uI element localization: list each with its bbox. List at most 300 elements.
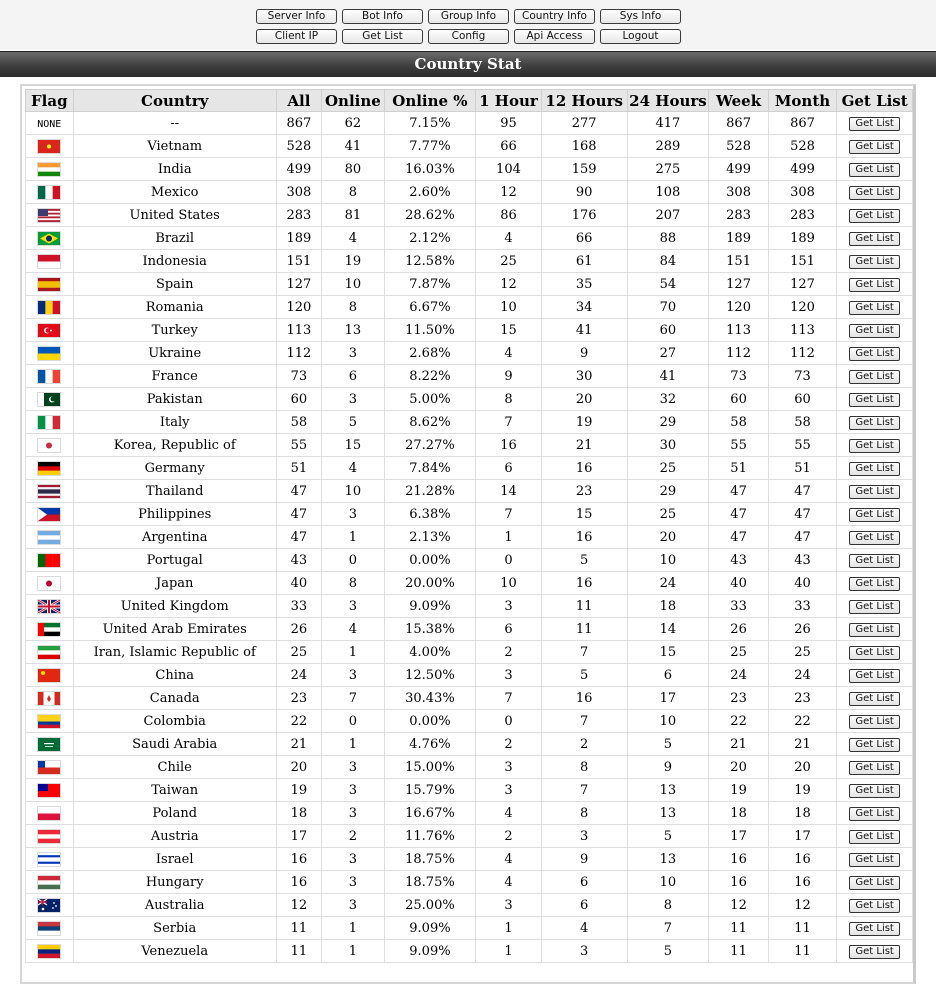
- online-percent-cell: 4.00%: [384, 641, 475, 664]
- header-online: Online: [322, 90, 385, 112]
- country-cell: --: [73, 112, 276, 135]
- 12-hours-count-cell: 159: [541, 158, 627, 181]
- 12-hours-count-cell: 7: [541, 710, 627, 733]
- online-percent-cell: 2.12%: [384, 227, 475, 250]
- country-cell: Australia: [73, 894, 276, 917]
- get-list-button[interactable]: Get List: [849, 646, 899, 660]
- 24-hours-count-cell: 7: [627, 917, 709, 940]
- online-count-cell: 62: [322, 112, 385, 135]
- get-list-cell: [837, 802, 913, 825]
- month-count-cell: 283: [768, 204, 836, 227]
- flag-iran-icon: [38, 645, 60, 660]
- online-count-cell: 3: [322, 848, 385, 871]
- week-count-cell: 47: [709, 503, 768, 526]
- get-list-button[interactable]: Get List: [849, 577, 899, 591]
- online-percent-cell: 6.67%: [384, 296, 475, 319]
- 12-hours-count-cell: 21: [541, 434, 627, 457]
- flag-cell: [26, 503, 74, 526]
- month-count-cell: 16: [768, 871, 836, 894]
- week-count-cell: 308: [709, 181, 768, 204]
- online-count-cell: 0: [322, 549, 385, 572]
- online-count-cell: 2: [322, 825, 385, 848]
- 24-hours-count-cell: 41: [627, 365, 709, 388]
- online-count-cell: 3: [322, 503, 385, 526]
- online-percent-cell: 7.77%: [384, 135, 475, 158]
- 24-hours-count-cell: 24: [627, 572, 709, 595]
- flag-indonesia-icon: [38, 254, 60, 269]
- 1-hour-count-cell: 8: [476, 388, 542, 411]
- 12-hours-count-cell: 11: [541, 595, 627, 618]
- get-list-button[interactable]: Get List: [849, 462, 899, 476]
- 1-hour-count-cell: 1: [476, 526, 542, 549]
- online-percent-cell: 15.38%: [384, 618, 475, 641]
- 1-hour-count-cell: 3: [476, 779, 542, 802]
- online-percent-cell: 2.13%: [384, 526, 475, 549]
- week-count-cell: 21: [709, 733, 768, 756]
- week-count-cell: 19: [709, 779, 768, 802]
- week-count-cell: 47: [709, 526, 768, 549]
- get-list-cell: [837, 894, 913, 917]
- week-count-cell: 11: [709, 940, 768, 963]
- 12-hours-count-cell: 23: [541, 480, 627, 503]
- month-count-cell: 16: [768, 848, 836, 871]
- all-count-cell: 151: [276, 250, 321, 273]
- get-list-cell: [837, 135, 913, 158]
- online-count-cell: 1: [322, 526, 385, 549]
- flag-cell: [26, 388, 74, 411]
- country-cell: Portugal: [73, 549, 276, 572]
- client-ip-button[interactable]: Client IP: [256, 29, 337, 44]
- 24-hours-count-cell: 30: [627, 434, 709, 457]
- all-count-cell: 24: [276, 664, 321, 687]
- get-list-button[interactable]: Get List: [849, 163, 899, 177]
- online-percent-cell: 18.75%: [384, 848, 475, 871]
- get-list-button[interactable]: Get List: [849, 692, 899, 706]
- table-row: [26, 572, 913, 595]
- country-cell: Israel: [73, 848, 276, 871]
- month-count-cell: 24: [768, 664, 836, 687]
- bot-info-button[interactable]: Bot Info: [342, 9, 423, 24]
- week-count-cell: 16: [709, 871, 768, 894]
- 12-hours-count-cell: 15: [541, 503, 627, 526]
- all-count-cell: 283: [276, 204, 321, 227]
- country-cell: Venezuela: [73, 940, 276, 963]
- country-cell: Pakistan: [73, 388, 276, 411]
- 24-hours-count-cell: 13: [627, 848, 709, 871]
- flag-turkey-icon: [38, 323, 60, 338]
- online-count-cell: 5: [322, 411, 385, 434]
- get-list-button[interactable]: Get List: [849, 715, 899, 729]
- table-row: [26, 917, 913, 940]
- get-list-cell: [837, 756, 913, 779]
- 24-hours-count-cell: 13: [627, 802, 709, 825]
- online-count-cell: 4: [322, 618, 385, 641]
- flag-cell: [26, 273, 74, 296]
- get-list-button[interactable]: Get List: [849, 416, 899, 430]
- group-info-button[interactable]: Group Info: [428, 9, 509, 24]
- week-count-cell: 33: [709, 595, 768, 618]
- country-cell: Chile: [73, 756, 276, 779]
- 24-hours-count-cell: 5: [627, 940, 709, 963]
- header-get-list: Get List: [837, 90, 913, 112]
- 24-hours-count-cell: 18: [627, 595, 709, 618]
- 24-hours-count-cell: 60: [627, 319, 709, 342]
- 24-hours-count-cell: 14: [627, 618, 709, 641]
- table-row: [26, 733, 913, 756]
- get-list-button[interactable]: Get List: [849, 117, 899, 131]
- all-count-cell: 47: [276, 503, 321, 526]
- country-cell: Brazil: [73, 227, 276, 250]
- online-count-cell: 3: [322, 388, 385, 411]
- 1-hour-count-cell: 2: [476, 825, 542, 848]
- 24-hours-count-cell: 13: [627, 779, 709, 802]
- get-list-button[interactable]: Get List: [849, 393, 899, 407]
- month-count-cell: 51: [768, 457, 836, 480]
- 1-hour-count-cell: 2: [476, 641, 542, 664]
- get-list-button[interactable]: Get List: [849, 278, 899, 292]
- get-list-cell: [837, 342, 913, 365]
- get-list-button[interactable]: Get List: [849, 830, 899, 844]
- table-row: [26, 181, 913, 204]
- table-row: [26, 940, 913, 963]
- sys-info-button[interactable]: Sys Info: [600, 9, 681, 24]
- flag-cell: [26, 227, 74, 250]
- get-list-button[interactable]: Get List: [849, 508, 899, 522]
- 1-hour-count-cell: 2: [476, 733, 542, 756]
- country-cell: Argentina: [73, 526, 276, 549]
- table-row: [26, 250, 913, 273]
- 12-hours-count-cell: 8: [541, 802, 627, 825]
- flag-cell: [26, 848, 74, 871]
- flag-korea-icon: [38, 438, 60, 453]
- online-percent-cell: 16.67%: [384, 802, 475, 825]
- 1-hour-count-cell: 1: [476, 940, 542, 963]
- flag-hungary-icon: [38, 875, 60, 890]
- month-count-cell: 12: [768, 894, 836, 917]
- flag-venezuela-icon: [38, 944, 60, 959]
- 24-hours-count-cell: 29: [627, 411, 709, 434]
- online-percent-cell: 27.27%: [384, 434, 475, 457]
- month-count-cell: 120: [768, 296, 836, 319]
- month-count-cell: 73: [768, 365, 836, 388]
- get-list-button[interactable]: Get List: [849, 669, 899, 683]
- 1-hour-count-cell: 7: [476, 687, 542, 710]
- month-count-cell: 20: [768, 756, 836, 779]
- 12-hours-count-cell: 11: [541, 618, 627, 641]
- get-list-button[interactable]: Get List: [849, 807, 899, 821]
- online-count-cell: 3: [322, 894, 385, 917]
- online-count-cell: 41: [322, 135, 385, 158]
- online-count-cell: 3: [322, 779, 385, 802]
- 12-hours-count-cell: 16: [541, 457, 627, 480]
- get-list-button[interactable]: Get List: [849, 853, 899, 867]
- 24-hours-count-cell: 275: [627, 158, 709, 181]
- online-percent-cell: 9.09%: [384, 595, 475, 618]
- table-row: [26, 595, 913, 618]
- country-cell: Iran, Islamic Republic of: [73, 641, 276, 664]
- flag-cell: [26, 641, 74, 664]
- online-count-cell: 3: [322, 664, 385, 687]
- week-count-cell: 499: [709, 158, 768, 181]
- month-count-cell: 499: [768, 158, 836, 181]
- flag-cell: [26, 158, 74, 181]
- all-count-cell: 21: [276, 733, 321, 756]
- online-percent-cell: 7.84%: [384, 457, 475, 480]
- country-cell: Colombia: [73, 710, 276, 733]
- 1-hour-count-cell: 4: [476, 227, 542, 250]
- flag-cell: [26, 802, 74, 825]
- 1-hour-count-cell: 25: [476, 250, 542, 273]
- get-list-cell: [837, 940, 913, 963]
- logout-button[interactable]: Logout: [600, 29, 681, 44]
- online-percent-cell: 2.60%: [384, 181, 475, 204]
- online-count-cell: 7: [322, 687, 385, 710]
- month-count-cell: 60: [768, 388, 836, 411]
- flag-chile-icon: [38, 760, 60, 775]
- month-count-cell: 43: [768, 549, 836, 572]
- country-cell: Germany: [73, 457, 276, 480]
- country-cell: United Kingdom: [73, 595, 276, 618]
- flag-cell: [26, 733, 74, 756]
- all-count-cell: 18: [276, 802, 321, 825]
- get-list-cell: [837, 434, 913, 457]
- get-list-cell: [837, 687, 913, 710]
- table-row: [26, 779, 913, 802]
- table-row: [26, 687, 913, 710]
- 24-hours-count-cell: 27: [627, 342, 709, 365]
- get-list-button[interactable]: Get List: [849, 922, 899, 936]
- 24-hours-count-cell: 17: [627, 687, 709, 710]
- online-count-cell: 3: [322, 342, 385, 365]
- online-count-cell: 15: [322, 434, 385, 457]
- get-list-cell: [837, 779, 913, 802]
- flag-cell: [26, 250, 74, 273]
- week-count-cell: 55: [709, 434, 768, 457]
- 1-hour-count-cell: 95: [476, 112, 542, 135]
- flag-cell: [26, 457, 74, 480]
- 12-hours-count-cell: 277: [541, 112, 627, 135]
- get-list-cell: [837, 664, 913, 687]
- country-cell: Canada: [73, 687, 276, 710]
- all-count-cell: 33: [276, 595, 321, 618]
- flag-cell: [26, 756, 74, 779]
- get-list-button[interactable]: Get List: [849, 232, 899, 246]
- online-percent-cell: 4.76%: [384, 733, 475, 756]
- online-percent-cell: 8.62%: [384, 411, 475, 434]
- 12-hours-count-cell: 16: [541, 572, 627, 595]
- 12-hours-count-cell: 66: [541, 227, 627, 250]
- get-list-button[interactable]: Get List: [849, 899, 899, 913]
- month-count-cell: 112: [768, 342, 836, 365]
- 12-hours-count-cell: 2: [541, 733, 627, 756]
- get-list-cell: [837, 825, 913, 848]
- country-stat-panel: [20, 84, 916, 984]
- table-row: [26, 388, 913, 411]
- country-cell: Spain: [73, 273, 276, 296]
- table-row: [26, 618, 913, 641]
- online-count-cell: 1: [322, 940, 385, 963]
- get-list-cell: [837, 112, 913, 135]
- all-count-cell: 112: [276, 342, 321, 365]
- country-cell: Japan: [73, 572, 276, 595]
- 1-hour-count-cell: 14: [476, 480, 542, 503]
- get-list-button[interactable]: Get List: [849, 531, 899, 545]
- get-list-button[interactable]: Get List: [849, 738, 899, 752]
- 24-hours-count-cell: 10: [627, 549, 709, 572]
- month-count-cell: 308: [768, 181, 836, 204]
- get-list-button[interactable]: Get List: [849, 140, 899, 154]
- header-online-percent: Online %: [384, 90, 475, 112]
- table-row: [26, 641, 913, 664]
- get-list-button[interactable]: Get List: [849, 876, 899, 890]
- month-count-cell: 22: [768, 710, 836, 733]
- month-count-cell: 40: [768, 572, 836, 595]
- get-list-cell: [837, 480, 913, 503]
- get-list-cell: [837, 296, 913, 319]
- table-row: [26, 204, 913, 227]
- week-count-cell: 528: [709, 135, 768, 158]
- 24-hours-count-cell: 25: [627, 503, 709, 526]
- country-cell: Ukraine: [73, 342, 276, 365]
- 12-hours-count-cell: 3: [541, 825, 627, 848]
- flag-italy-icon: [38, 415, 60, 430]
- get-list-button[interactable]: Get List: [849, 301, 899, 315]
- week-count-cell: 151: [709, 250, 768, 273]
- 1-hour-count-cell: 6: [476, 618, 542, 641]
- 12-hours-count-cell: 7: [541, 641, 627, 664]
- month-count-cell: 33: [768, 595, 836, 618]
- online-count-cell: 8: [322, 296, 385, 319]
- month-count-cell: 47: [768, 526, 836, 549]
- week-count-cell: 25: [709, 641, 768, 664]
- 1-hour-count-cell: 1: [476, 917, 542, 940]
- get-list-button[interactable]: Get List: [849, 324, 899, 338]
- online-count-cell: 0: [322, 710, 385, 733]
- get-list-button[interactable]: Get List: [849, 554, 899, 568]
- server-info-button[interactable]: Server Info: [256, 9, 337, 24]
- week-count-cell: 867: [709, 112, 768, 135]
- table-row: [26, 710, 913, 733]
- get-list-button[interactable]: Get List: [849, 439, 899, 453]
- all-count-cell: 127: [276, 273, 321, 296]
- all-count-cell: 11: [276, 940, 321, 963]
- table-row: [26, 296, 913, 319]
- get-list-button[interactable]: Get List: [849, 255, 899, 269]
- flag-cell: [26, 825, 74, 848]
- api-access-button[interactable]: Api Access: [514, 29, 595, 44]
- month-count-cell: 127: [768, 273, 836, 296]
- table-row: [26, 894, 913, 917]
- 12-hours-count-cell: 176: [541, 204, 627, 227]
- month-count-cell: 55: [768, 434, 836, 457]
- flag-mexico-icon: [38, 185, 60, 200]
- 1-hour-count-cell: 12: [476, 273, 542, 296]
- week-count-cell: 16: [709, 848, 768, 871]
- 24-hours-count-cell: 289: [627, 135, 709, 158]
- country-cell: Taiwan: [73, 779, 276, 802]
- online-percent-cell: 11.76%: [384, 825, 475, 848]
- 12-hours-count-cell: 4: [541, 917, 627, 940]
- get-list-cell: [837, 641, 913, 664]
- table-row: [26, 664, 913, 687]
- table-row: [26, 503, 913, 526]
- get-list-button[interactable]: Get List: [849, 600, 899, 614]
- flag-vietnam-icon: [38, 139, 60, 154]
- all-count-cell: 528: [276, 135, 321, 158]
- country-info-button[interactable]: Country Info: [514, 9, 595, 24]
- get-list-button[interactable]: Get List: [849, 347, 899, 361]
- 1-hour-count-cell: 0: [476, 710, 542, 733]
- all-count-cell: 189: [276, 227, 321, 250]
- week-count-cell: 189: [709, 227, 768, 250]
- get-list-cell: [837, 250, 913, 273]
- get-list-button[interactable]: Get List: [849, 623, 899, 637]
- 24-hours-count-cell: 70: [627, 296, 709, 319]
- flag-cell: [26, 664, 74, 687]
- country-cell: France: [73, 365, 276, 388]
- flag-cell: [26, 710, 74, 733]
- 1-hour-count-cell: 104: [476, 158, 542, 181]
- 12-hours-count-cell: 90: [541, 181, 627, 204]
- get-list-cell: [837, 503, 913, 526]
- 1-hour-count-cell: 4: [476, 802, 542, 825]
- get-list-button[interactable]: Get List: [849, 370, 899, 384]
- 1-hour-count-cell: 66: [476, 135, 542, 158]
- table-row: [26, 158, 913, 181]
- all-count-cell: 308: [276, 181, 321, 204]
- all-count-cell: 26: [276, 618, 321, 641]
- get-list-button[interactable]: Get List: [342, 29, 423, 44]
- online-count-cell: 1: [322, 917, 385, 940]
- all-count-cell: 23: [276, 687, 321, 710]
- 24-hours-count-cell: 5: [627, 825, 709, 848]
- 1-hour-count-cell: 86: [476, 204, 542, 227]
- get-list-button[interactable]: Get List: [849, 945, 899, 959]
- all-count-cell: 16: [276, 848, 321, 871]
- get-list-button[interactable]: Get List: [849, 485, 899, 499]
- flag-poland-icon: [38, 806, 60, 821]
- table-row: [26, 135, 913, 158]
- month-count-cell: 47: [768, 480, 836, 503]
- country-cell: Korea, Republic of: [73, 434, 276, 457]
- online-percent-cell: 21.28%: [384, 480, 475, 503]
- table-row: [26, 825, 913, 848]
- header-all: All: [276, 90, 321, 112]
- header-24-hours: 24 Hours: [627, 90, 709, 112]
- flag-cell: [26, 135, 74, 158]
- all-count-cell: 22: [276, 710, 321, 733]
- get-list-button[interactable]: Get List: [849, 209, 899, 223]
- 12-hours-count-cell: 7: [541, 779, 627, 802]
- week-count-cell: 113: [709, 319, 768, 342]
- get-list-button[interactable]: Get List: [849, 761, 899, 775]
- config-button[interactable]: Config: [428, 29, 509, 44]
- get-list-button[interactable]: Get List: [849, 784, 899, 798]
- all-count-cell: 25: [276, 641, 321, 664]
- all-count-cell: 120: [276, 296, 321, 319]
- month-count-cell: 528: [768, 135, 836, 158]
- get-list-button[interactable]: Get List: [849, 186, 899, 200]
- table-row: [26, 549, 913, 572]
- flag-cell: [26, 480, 74, 503]
- title-bar: [0, 51, 936, 77]
- 24-hours-count-cell: 29: [627, 480, 709, 503]
- 1-hour-count-cell: 12: [476, 181, 542, 204]
- online-count-cell: 1: [322, 733, 385, 756]
- online-count-cell: 3: [322, 756, 385, 779]
- all-count-cell: 47: [276, 526, 321, 549]
- country-cell: China: [73, 664, 276, 687]
